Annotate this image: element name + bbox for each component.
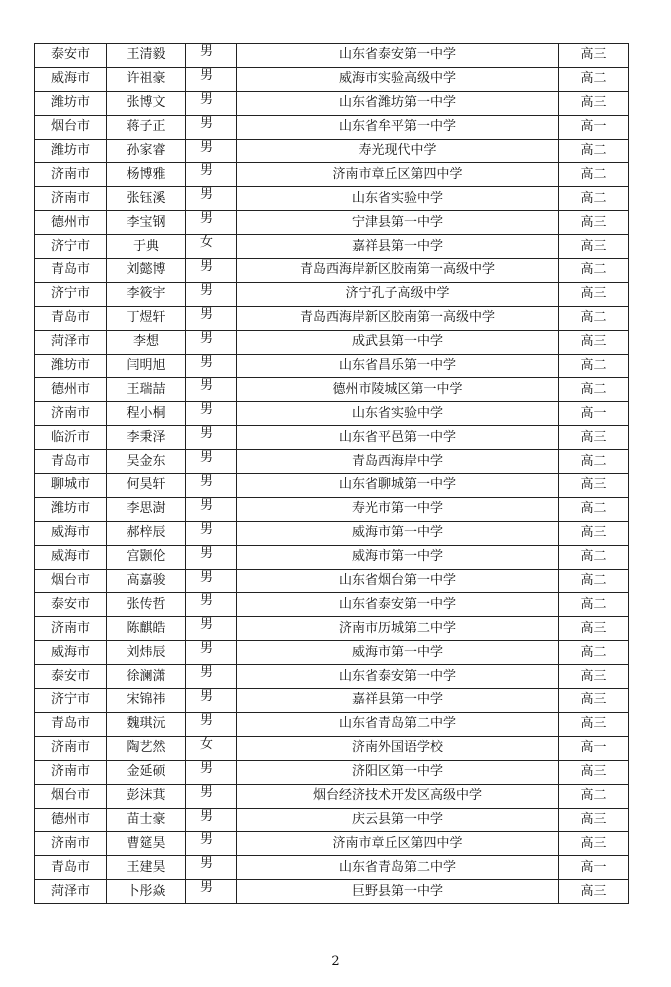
city-cell: 青岛市 [35,450,107,474]
city-cell: 菏泽市 [35,330,107,354]
gender-cell: 男 [186,521,237,545]
grade-cell: 高二 [559,569,629,593]
gender-cell: 男 [186,402,237,426]
city-cell: 菏泽市 [35,880,107,904]
name-cell: 李秉泽 [107,426,186,450]
grade-cell: 高二 [559,497,629,521]
gender-cell: 男 [186,689,237,713]
city-cell: 潍坊市 [35,497,107,521]
gender-cell: 男 [186,784,237,808]
grade-cell: 高二 [559,593,629,617]
city-cell: 青岛市 [35,306,107,330]
name-cell: 卜彤焱 [107,880,186,904]
page-number: 2 [331,954,340,969]
gender-cell: 男 [186,712,237,736]
city-cell: 烟台市 [35,569,107,593]
table-row [35,689,629,713]
gender-cell: 男 [186,378,237,402]
grade-cell: 高三 [559,235,629,259]
table-row [35,450,629,474]
table-row [35,808,629,832]
table-row [35,330,629,354]
name-cell: 张传哲 [107,593,186,617]
school-cell: 山东省潍坊第一中学 [237,91,559,115]
table-row [35,67,629,91]
school-cell: 烟台经济技术开发区高级中学 [237,784,559,808]
city-cell: 潍坊市 [35,139,107,163]
gender-cell: 男 [186,139,237,163]
grade-cell: 高三 [559,665,629,689]
student-roster-table [34,43,629,904]
table-row [35,521,629,545]
name-cell: 杨博雅 [107,163,186,187]
school-cell: 威海市第一中学 [237,521,559,545]
gender-cell: 男 [186,880,237,904]
gender-cell: 男 [186,832,237,856]
school-cell: 济阳区第一中学 [237,760,559,784]
gender-cell: 男 [186,450,237,474]
gender-cell: 男 [186,856,237,880]
gender-cell: 男 [186,115,237,139]
name-cell: 许祖豪 [107,67,186,91]
table-row [35,736,629,760]
school-cell: 山东省青岛第二中学 [237,856,559,880]
gender-cell: 男 [186,808,237,832]
grade-cell: 高三 [559,689,629,713]
grade-cell: 高三 [559,426,629,450]
grade-cell: 高一 [559,115,629,139]
gender-cell: 男 [186,282,237,306]
table-row [35,593,629,617]
gender-cell: 男 [186,306,237,330]
name-cell: 李宝钢 [107,211,186,235]
grade-cell: 高一 [559,402,629,426]
gender-cell: 男 [186,497,237,521]
table-row [35,497,629,521]
school-cell: 济南市章丘区第四中学 [237,832,559,856]
city-cell: 济南市 [35,736,107,760]
grade-cell: 高二 [559,545,629,569]
name-cell: 曹筵昊 [107,832,186,856]
name-cell: 何昊轩 [107,474,186,498]
table-row [35,235,629,259]
school-cell: 山东省昌乐第一中学 [237,354,559,378]
grade-cell: 高三 [559,521,629,545]
city-cell: 德州市 [35,378,107,402]
table-row [35,784,629,808]
table-row [35,378,629,402]
grade-cell: 高一 [559,856,629,880]
grade-cell: 高三 [559,617,629,641]
roster-table-body [35,44,629,904]
table-row [35,163,629,187]
table-row [35,665,629,689]
table-row [35,91,629,115]
school-cell: 济南外国语学校 [237,736,559,760]
name-cell: 孙家睿 [107,139,186,163]
school-cell: 济南市章丘区第四中学 [237,163,559,187]
school-cell: 山东省实验中学 [237,187,559,211]
grade-cell: 高三 [559,44,629,68]
city-cell: 德州市 [35,211,107,235]
city-cell: 济宁市 [35,235,107,259]
city-cell: 临沂市 [35,426,107,450]
table-row [35,44,629,68]
table-row [35,641,629,665]
grade-cell: 高二 [559,354,629,378]
city-cell: 威海市 [35,521,107,545]
table-row [35,139,629,163]
grade-cell: 高三 [559,91,629,115]
city-cell: 济南市 [35,402,107,426]
school-cell: 寿光市第一中学 [237,497,559,521]
city-cell: 泰安市 [35,44,107,68]
name-cell: 程小桐 [107,402,186,426]
city-cell: 潍坊市 [35,354,107,378]
city-cell: 青岛市 [35,856,107,880]
grade-cell: 高三 [559,880,629,904]
school-cell: 寿光现代中学 [237,139,559,163]
school-cell: 嘉祥县第一中学 [237,689,559,713]
school-cell: 山东省烟台第一中学 [237,569,559,593]
gender-cell: 男 [186,569,237,593]
city-cell: 青岛市 [35,259,107,283]
city-cell: 聊城市 [35,474,107,498]
grade-cell: 高二 [559,378,629,402]
gender-cell: 男 [186,187,237,211]
school-cell: 山东省青岛第二中学 [237,712,559,736]
name-cell: 王建昊 [107,856,186,880]
grade-cell: 高三 [559,474,629,498]
table-row [35,832,629,856]
grade-cell: 高二 [559,139,629,163]
gender-cell: 男 [186,163,237,187]
school-cell: 庆云县第一中学 [237,808,559,832]
gender-cell: 男 [186,91,237,115]
school-cell: 德州市陵城区第一中学 [237,378,559,402]
school-cell: 威海市第一中学 [237,641,559,665]
name-cell: 王瑞喆 [107,378,186,402]
school-cell: 巨野县第一中学 [237,880,559,904]
gender-cell: 男 [186,593,237,617]
city-cell: 济南市 [35,617,107,641]
grade-cell: 高三 [559,760,629,784]
school-cell: 山东省牟平第一中学 [237,115,559,139]
city-cell: 烟台市 [35,115,107,139]
grade-cell: 高一 [559,736,629,760]
school-cell: 青岛西海岸新区胶南第一高级中学 [237,306,559,330]
city-cell: 济南市 [35,760,107,784]
grade-cell: 高二 [559,187,629,211]
name-cell: 高嘉骏 [107,569,186,593]
gender-cell: 男 [186,211,237,235]
city-cell: 济南市 [35,163,107,187]
city-cell: 济宁市 [35,689,107,713]
table-row [35,306,629,330]
name-cell: 于典 [107,235,186,259]
grade-cell: 高二 [559,450,629,474]
name-cell: 王清毅 [107,44,186,68]
name-cell: 彭沫萁 [107,784,186,808]
school-cell: 山东省泰安第一中学 [237,44,559,68]
city-cell: 青岛市 [35,712,107,736]
school-cell: 青岛西海岸中学 [237,450,559,474]
name-cell: 张钰溪 [107,187,186,211]
grade-cell: 高三 [559,211,629,235]
city-cell: 泰安市 [35,665,107,689]
gender-cell: 男 [186,354,237,378]
table-row [35,282,629,306]
city-cell: 济南市 [35,832,107,856]
city-cell: 泰安市 [35,593,107,617]
table-row [35,760,629,784]
gender-cell: 男 [186,426,237,450]
name-cell: 李想 [107,330,186,354]
name-cell: 吴金东 [107,450,186,474]
name-cell: 宫颢伦 [107,545,186,569]
grade-cell: 高二 [559,641,629,665]
school-cell: 嘉祥县第一中学 [237,235,559,259]
gender-cell: 男 [186,330,237,354]
table-row [35,187,629,211]
grade-cell: 高三 [559,282,629,306]
grade-cell: 高三 [559,832,629,856]
grade-cell: 高二 [559,259,629,283]
city-cell: 德州市 [35,808,107,832]
name-cell: 徐澜潇 [107,665,186,689]
grade-cell: 高二 [559,784,629,808]
school-cell: 山东省实验中学 [237,402,559,426]
gender-cell: 男 [186,617,237,641]
city-cell: 烟台市 [35,784,107,808]
gender-cell: 男 [186,665,237,689]
school-cell: 宁津县第一中学 [237,211,559,235]
table-row [35,426,629,450]
grade-cell: 高三 [559,330,629,354]
name-cell: 闫明旭 [107,354,186,378]
gender-cell: 男 [186,474,237,498]
name-cell: 陶艺然 [107,736,186,760]
grade-cell: 高二 [559,163,629,187]
table-row [35,474,629,498]
table-row [35,211,629,235]
table-row [35,259,629,283]
name-cell: 张博文 [107,91,186,115]
school-cell: 山东省平邑第一中学 [237,426,559,450]
grade-cell: 高三 [559,808,629,832]
city-cell: 潍坊市 [35,91,107,115]
table-row [35,569,629,593]
school-cell: 济宁孔子高级中学 [237,282,559,306]
table-row [35,617,629,641]
grade-cell: 高二 [559,306,629,330]
name-cell: 刘炜辰 [107,641,186,665]
name-cell: 魏琪沅 [107,712,186,736]
name-cell: 苗士豪 [107,808,186,832]
school-cell: 威海市第一中学 [237,545,559,569]
gender-cell: 男 [186,67,237,91]
table-row [35,354,629,378]
name-cell: 蒋子正 [107,115,186,139]
gender-cell: 男 [186,44,237,68]
name-cell: 郝梓辰 [107,521,186,545]
gender-cell: 男 [186,760,237,784]
gender-cell: 男 [186,641,237,665]
city-cell: 威海市 [35,545,107,569]
city-cell: 威海市 [35,67,107,91]
name-cell: 金延硕 [107,760,186,784]
table-row [35,402,629,426]
gender-cell: 女 [186,235,237,259]
school-cell: 山东省泰安第一中学 [237,665,559,689]
gender-cell: 男 [186,545,237,569]
grade-cell: 高三 [559,712,629,736]
gender-cell: 男 [186,259,237,283]
school-cell: 山东省泰安第一中学 [237,593,559,617]
name-cell: 宋锦祎 [107,689,186,713]
gender-cell: 女 [186,736,237,760]
school-cell: 成武县第一中学 [237,330,559,354]
grade-cell: 高二 [559,67,629,91]
name-cell: 陈麒皓 [107,617,186,641]
city-cell: 济南市 [35,187,107,211]
name-cell: 李思澍 [107,497,186,521]
school-cell: 青岛西海岸新区胶南第一高级中学 [237,259,559,283]
table-row [35,856,629,880]
table-row [35,115,629,139]
school-cell: 威海市实验高级中学 [237,67,559,91]
school-cell: 山东省聊城第一中学 [237,474,559,498]
name-cell: 丁煜轩 [107,306,186,330]
table-row [35,545,629,569]
name-cell: 李筱宇 [107,282,186,306]
school-cell: 济南市历城第二中学 [237,617,559,641]
city-cell: 威海市 [35,641,107,665]
name-cell: 刘懿博 [107,259,186,283]
table-row [35,880,629,904]
city-cell: 济宁市 [35,282,107,306]
table-row [35,712,629,736]
